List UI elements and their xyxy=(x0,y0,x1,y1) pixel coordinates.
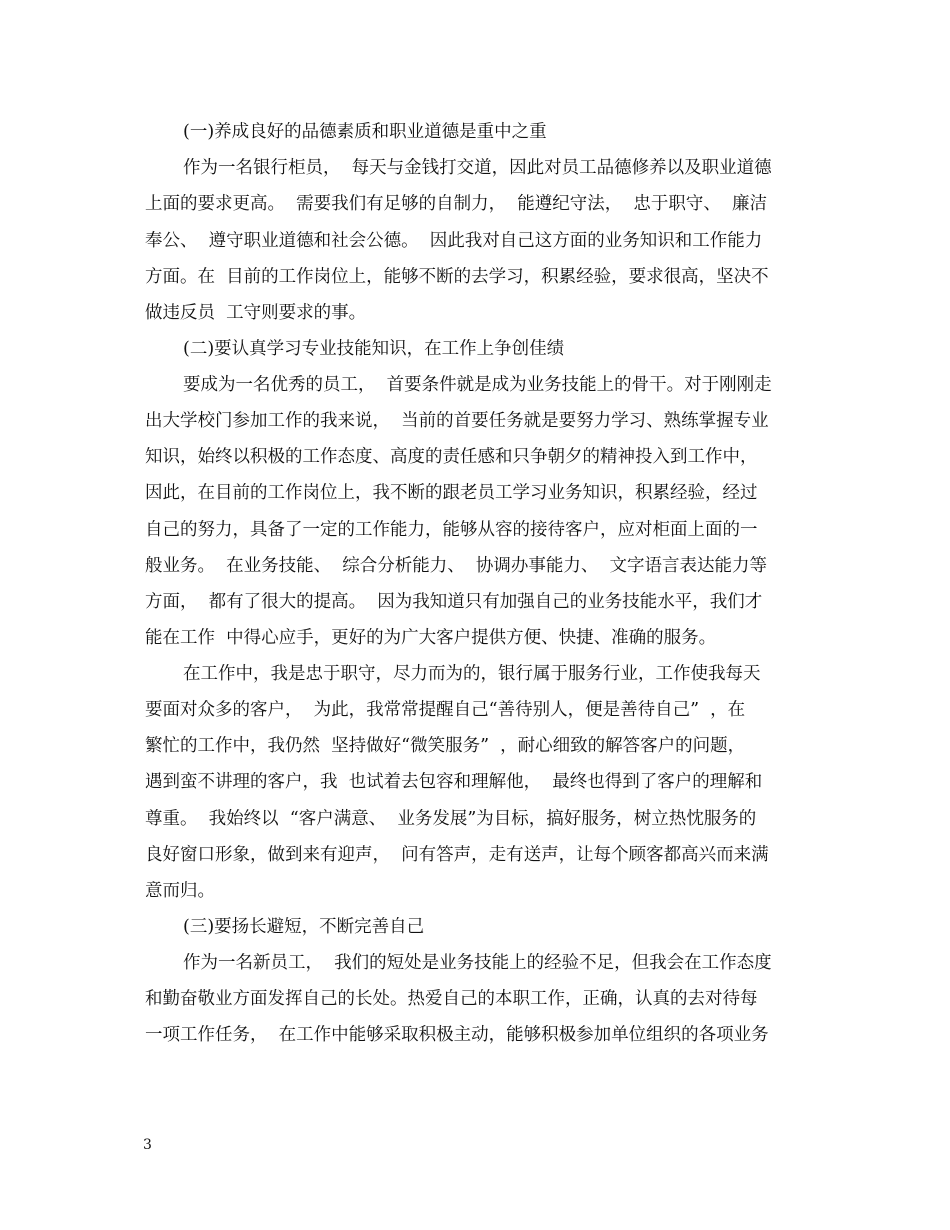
section-heading-3: (三)要扬长避短，不断完善自己 xyxy=(183,917,425,937)
text-line: 出大学校门参加工作的我来说， 当前的首要任务就是要努力学习、熟练掌握专业 xyxy=(145,411,769,431)
text-line: 方面， 都有了很大的提高。 因为我知道只有加强自己的业务技能水平，我们才 xyxy=(145,592,763,612)
page-number: 3 xyxy=(143,1137,152,1153)
text-line: 遇到蛮不讲理的客户，我 也试着去包容和理解他， 最终也得到了客户的理解和 xyxy=(145,772,763,792)
text-line: 因此，在目前的工作岗位上，我不断的跟老员工学习业务知识，积累经验，经过 xyxy=(145,483,758,503)
text-line: 繁忙的工作中，我仍然 坚持做好“微笑服务” ，耐心细致的解答客户的问题， xyxy=(145,736,746,756)
text-line: 作为一名新员工， 我们的短处是业务技能上的经验不足，但我会在工作态度 xyxy=(183,953,772,973)
text-line: 作为一名银行柜员， 每天与金钱打交道，因此对员工品德修养以及职业道德 xyxy=(183,158,772,178)
text-line: 方面。在 目前的工作岗位上，能够不断的去学习，积累经验，要求很高，坚决不 xyxy=(145,267,769,287)
section-heading-1: (一)养成良好的品德素质和职业道德是重中之重 xyxy=(183,122,547,142)
text-line: 般业务。 在业务技能、 综合分析能力、 协调办事能力、 文字语言表达能力等 xyxy=(145,556,767,576)
section-heading-2: (二)要认真学习专业技能知识，在工作上争创佳绩 xyxy=(183,339,565,359)
text-line: 自己的努力，具备了一定的工作能力，能够从容的接待客户，应对柜面上面的一 xyxy=(145,520,758,540)
text-line: 要成为一名优秀的员工， 首要条件就是成为业务技能上的骨干。对于刚刚走 xyxy=(183,375,772,395)
text-line: 尊重。 我始终以 “客户满意、 业务发展”为目标，搞好服务，树立热忱服务的 xyxy=(145,809,757,829)
text-line: 要面对众多的客户， 为此，我常常提醒自己“善待别人，便是善待自己” ，在 xyxy=(145,700,746,720)
text-line: 意而归。 xyxy=(145,881,215,901)
text-line: 知识，始终以积极的工作态度、高度的责任感和只争朝夕的精神投入到工作中， xyxy=(145,447,758,467)
text-line: 能在工作 中得心应手，更好的为广大客户提供方便、快捷、准确的服务。 xyxy=(145,628,717,648)
text-line: 一项工作任务， 在工作中能够采取积极主动，能够积极参加单位组织的各项业务 xyxy=(145,1025,769,1045)
text-line: 奉公、 遵守职业道德和社会公德。 因此我对自己这方面的业务知识和工作能力 xyxy=(145,231,763,251)
text-line: 在工作中，我是忠于职守，尽力而为的，银行属于服务行业，工作使我每天 xyxy=(183,664,761,684)
text-line: 上面的要求更高。 需要我们有足够的自制力， 能遵纪守法， 忠于职守、 廉洁 xyxy=(145,194,767,214)
text-line: 良好窗口形象，做到来有迎声， 问有答声，走有送声，让每个顾客都高兴而来满 xyxy=(145,845,769,865)
text-line: 做违反员 工守则要求的事。 xyxy=(145,303,367,323)
text-line: 和勤奋敬业方面发挥自己的长处。热爱自己的本职工作，正确，认真的去对待每 xyxy=(145,989,758,1009)
